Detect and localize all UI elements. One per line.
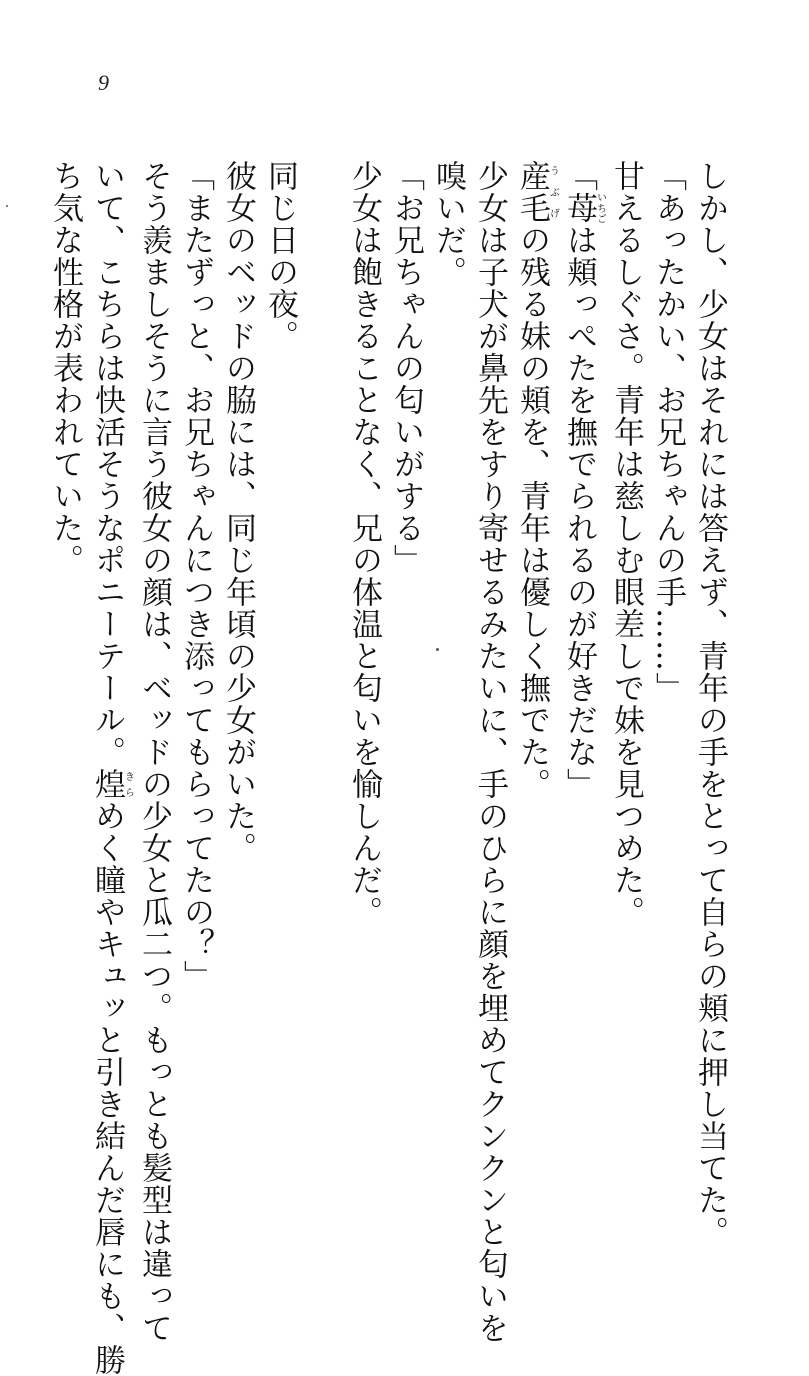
text-line: 甘えるしぐさ。青年は慈しむ眼差しで妹を見つめた。 (608, 160, 644, 928)
ruby-base: 苺 (561, 192, 597, 224)
ruby-base: 煌 (89, 768, 125, 800)
ruby-word (561, 192, 606, 224)
dialogue-line: 「苺いちごは頬っぺたを撫でられるのが好きだな」 (561, 160, 606, 800)
ruby-base: 産毛 (514, 160, 550, 224)
text-line: 少女は飽きることなく、兄の体温と匂いを愉しんだ。 (346, 160, 382, 928)
ruby-reading: きら (122, 768, 134, 800)
body-text (44, 160, 731, 1376)
text-line: 彼女のベッドの脇には、同じ年頃の少女がいた。 (220, 160, 256, 864)
text-line: 嗅いだ。 (430, 160, 466, 288)
text-line: ち気な性格が表われていた。 (47, 160, 83, 576)
dialogue-line: 「またずっと、お兄ちゃんにつき添ってもらってたの？」 (178, 160, 214, 992)
text-line: そう羨ましそうに言う彼女の顔は、ベッドの少女と瓜二つ。もっとも髪型は違って (136, 160, 172, 1344)
text-line: 少女は子犬が鼻先をすり寄せるみたいに、手のひらに顔を埋めてクンクンと匂いを (472, 160, 508, 1344)
dialogue-line: 「あったかい、お兄ちゃんの手……」 (650, 160, 686, 704)
text-fragment: は頬っぺたを撫でられるのが好きだな」 (561, 224, 597, 800)
text-line (86, 160, 134, 1376)
text-line: 同じ日の夜。 (262, 160, 298, 352)
text-fragment: の残る妹の頬を、青年は優しく撫でた。 (514, 224, 550, 800)
ruby-reading: いちご (594, 192, 606, 224)
scan-speck (436, 648, 439, 651)
ruby-word (89, 768, 134, 800)
scene-break (301, 160, 343, 1140)
text-fragment: いて、こちらは快活そうなポニーテール。 (89, 160, 125, 768)
ruby-reading: うぶげ (547, 160, 559, 224)
ruby-word (514, 160, 559, 224)
text-line: しかし、少女はそれには答えず、青年の手をとって自らの頬に押し当てた。 (692, 160, 728, 1248)
text-line (511, 160, 558, 1140)
dialogue-line: 「お兄ちゃんの匂いがする」 (388, 160, 424, 576)
scan-speck (6, 205, 8, 207)
text-fragment: めく瞳やキュッと引き結んだ唇にも、勝 (89, 800, 125, 1376)
page-number: 9 (98, 70, 109, 95)
